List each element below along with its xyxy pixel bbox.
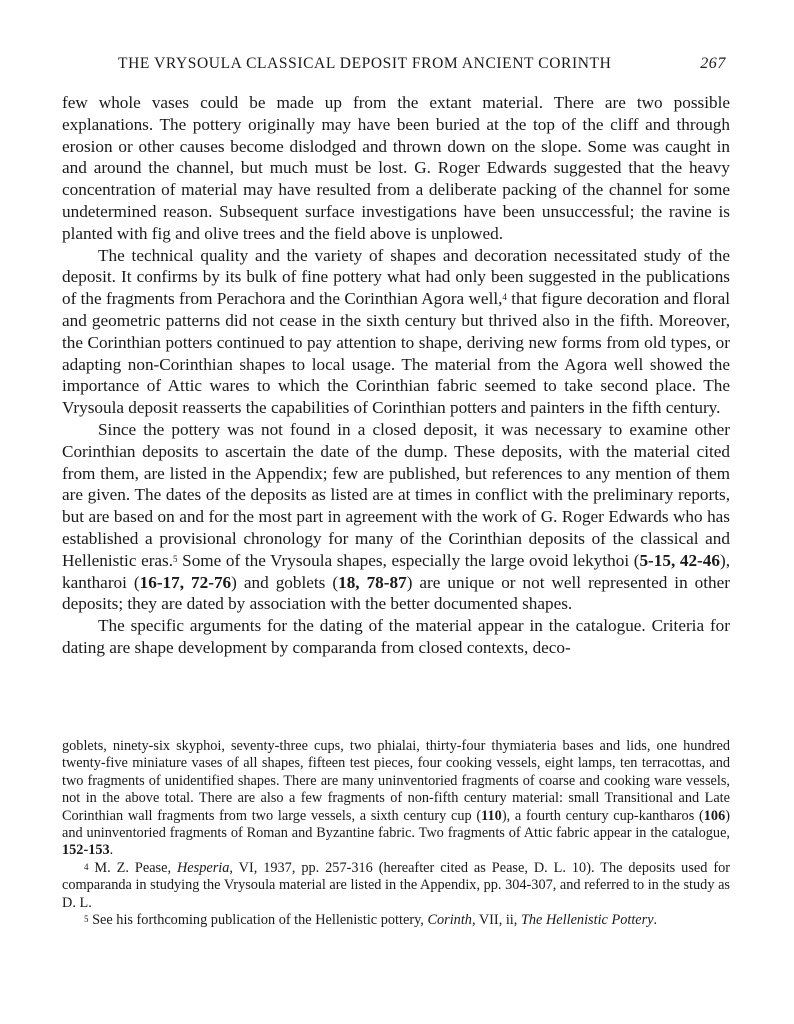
running-header	[62, 55, 730, 77]
catalogue-ref: 5-15, 42-46	[639, 550, 720, 570]
footnote-number: 5	[84, 914, 89, 925]
paragraph-3	[62, 419, 730, 615]
footnote-number: 4	[84, 861, 89, 872]
catalogue-ref: 18, 78-87	[338, 572, 407, 592]
footnote-text: .	[109, 842, 114, 859]
catalogue-ref: 152-153	[62, 842, 110, 859]
footnote-text: See his forthcoming publication of the Hellenistic pottery,	[88, 912, 428, 929]
journal-title: Hesperia	[176, 859, 230, 876]
catalogue-ref: 16-17, 72-76	[139, 572, 232, 592]
body-text	[62, 92, 730, 659]
footnote-ref-4[interactable]: 4	[502, 292, 507, 303]
footnotes	[62, 738, 730, 929]
paragraph-text: ), kantharoi (	[62, 550, 730, 592]
book-title: The Hellenistic Pottery	[520, 912, 654, 929]
running-title: THE VRYSOULA CLASSICAL DEPOSIT FROM ANCIENT CORINTH	[118, 55, 612, 72]
paragraph-text: ) are unique or not well represented in other deposits; they are dated by association with the better documented shapes.	[62, 572, 730, 614]
paragraph-1	[62, 92, 730, 245]
footnote-text: M. Z. Pease,	[88, 859, 177, 876]
footnote-text: , VII, ii,	[471, 912, 521, 929]
paragraph-4	[62, 615, 730, 659]
catalogue-ref: 110	[481, 807, 502, 824]
footnote-ref-5[interactable]: 5	[173, 553, 178, 564]
paragraph-text: Some of the Vrysoula shapes, especially the large ovoid lekythoi (	[177, 550, 640, 570]
paragraph-text: ) and goblets (	[231, 572, 339, 592]
footnote-continuation	[62, 738, 730, 860]
series-title: Corinth	[427, 912, 472, 929]
footnote-text: ), a fourth century cup-kantharos (	[501, 807, 704, 824]
paragraph-text: The specific arguments for the dating of the material appear in the catalogue. Criteria for dating are shape development by comparanda from closed contexts, deco-	[62, 616, 730, 657]
page-number: 267	[700, 55, 726, 72]
footnote-text: .	[653, 912, 658, 929]
paragraph-2	[62, 245, 730, 419]
footnote-text: , VI, 1937, pp. 257-316 (hereafter cited as Pease, D. L. 10). The deposits used for comparanda in studying the Vrysoula material are listed in the Appendix, pp. 304-307, and referred to in the study as D. L.	[62, 859, 730, 911]
footnote-4	[62, 860, 730, 912]
footnote-text: goblets, ninety-six skyphoi, seventy-three cups, two phialai, thirty-four thymiateria bases and lids, one hundred twenty-five miniature vases of all shapes, fifteen test pieces, four cooking vessels, eight lamps, ten terracottas, and two fragments of unidentified shapes. There are many uninventoried fragments of coarse and cooking ware vessels, not in the above total. There are also a few fragments of non-fifth century material: small Transitional and Late Corinthian wall fragments from two large vessels, a sixth century cup (	[62, 738, 730, 824]
paragraph-text: The technical quality and the variety of shapes and decoration necessitated study of the deposit. It confirms by its bulk of fine pottery what had only been suggested in the publications of the fragments from Perachora and the Corinthian Agora well,	[62, 245, 730, 309]
footnote-5	[62, 912, 730, 929]
paragraph-text: Since the pottery was not found in a closed deposit, it was necessary to examine other Corinthian deposits to ascertain the date of the dump. These deposits, with the material cited from them, are listed in the Appendix; few are published, but references to any mention of them are given. The dates of the deposits as listed are at times in conflict with the preliminary reports, but are based on and for the most part in agreement with the work of G. Roger Edwards who has established a provisional chronology for many of the Corinthian deposits of the classical and Hellenistic eras.	[62, 419, 730, 570]
paragraph-text: that figure decoration and floral and geometric patterns did not cease in the sixth century but thrived also in the fifth. Moreover, the Corinthian potters continued to pay attention to shape, deriving new forms from old types, or adapting non-Corinthian shapes to local usage. The material from the Agora well showed the importance of Attic wares to which the Corinthian fabric seemed to take second place. The Vrysoula deposit reasserts the capabilities of Corinthian potters and painters in the fifth century.	[62, 289, 730, 418]
footnote-text: ) and uninventoried fragments of Roman and Byzantine fabric. Two fragments of Attic fabric appear in the catalogue,	[62, 807, 730, 842]
catalogue-ref: 106	[703, 807, 726, 824]
paragraph-text: few whole vases could be made up from the extant material. There are two possible explanations. The pottery originally may have been buried at the top of the cliff and through erosion or other causes become dislodged and thrown down on the slope. Some was caught in and around the channel, but much must be lost. G. Roger Edwards suggested that the heavy concentration of material may have resulted from a deliberate packing of the channel for some undetermined reason. Subsequent surface investigations have been unsuccessful; the ravine is planted with fig and olive trees and the field above is unplowed.	[62, 93, 730, 243]
